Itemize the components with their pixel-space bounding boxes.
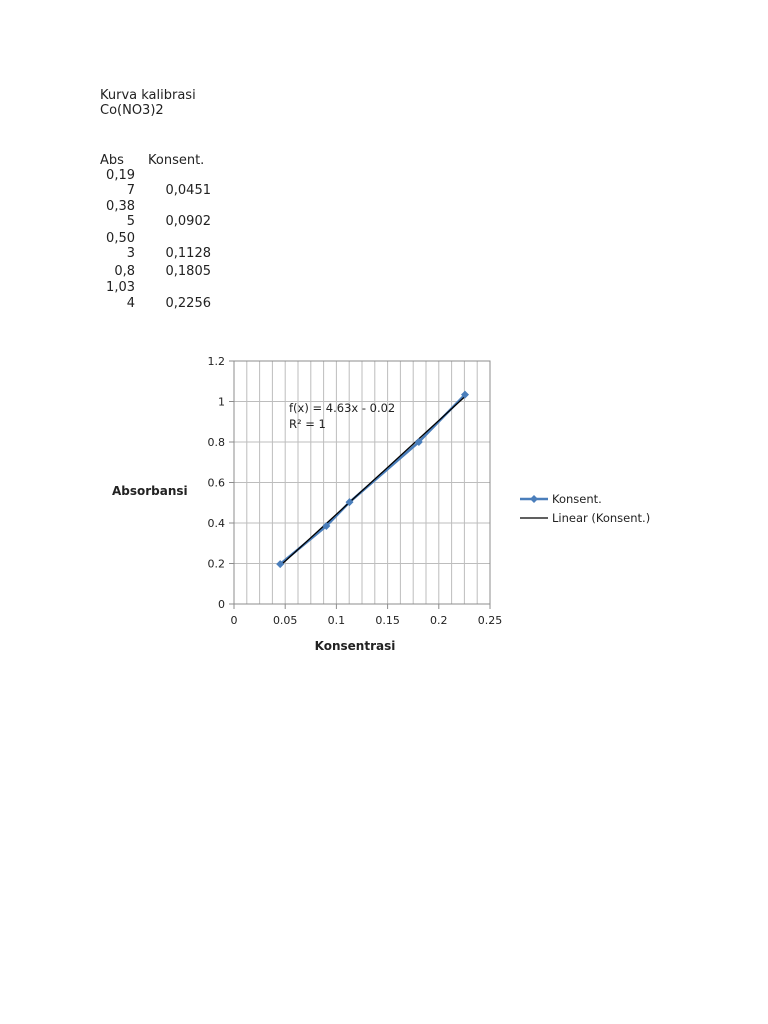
y-tick-label: 0.2	[207, 557, 225, 571]
x-tick-label: 0.2	[430, 614, 448, 627]
trendline-equation: f(x) = 4.63x - 0.02	[289, 401, 396, 415]
table-header-konsent: Konsent.	[148, 153, 205, 168]
table-cell-abs: 4	[126, 296, 135, 311]
table-cell-abs: 0,19	[106, 168, 135, 183]
table-cell-abs: 1,03	[106, 280, 135, 295]
y-tick-label: 1	[218, 395, 225, 409]
x-tick-label: 0.25	[477, 614, 503, 627]
axis-ticks	[208, 355, 503, 627]
y-tick-label: 0	[218, 598, 225, 611]
chart-grid	[234, 361, 490, 604]
legend-series-label: Konsent.	[552, 492, 602, 506]
y-tick-label: 0.8	[207, 436, 225, 449]
legend-trendline-label: Linear (Konsent.)	[552, 511, 651, 525]
trendline-r-squared: R² = 1	[289, 417, 326, 431]
table-cell-konsent: 0,0902	[165, 214, 211, 229]
document-title: Kurva kalibrasi	[100, 88, 196, 103]
x-axis-label: Konsentrasi	[314, 639, 396, 653]
y-axis-label: Absorbansi	[112, 484, 188, 498]
legend-series-marker	[530, 495, 538, 503]
x-tick-label: 0.15	[375, 614, 400, 627]
table-cell-konsent: 0,1128	[165, 246, 211, 261]
x-tick-label: 0.1	[327, 614, 346, 627]
table-cell-abs: 0,50	[106, 231, 135, 246]
y-tick-label: 0.6	[207, 476, 225, 490]
table-cell-konsent: 0,0451	[165, 183, 211, 198]
table-cell-abs: 7	[126, 183, 135, 198]
y-tick-label: 0.4	[207, 517, 225, 530]
document-subtitle: Co(NO3)2	[100, 103, 164, 118]
chart-legend	[520, 492, 650, 525]
x-tick-label: 0	[230, 614, 238, 627]
y-tick-label: 1.2	[207, 355, 225, 368]
x-tick-label: 0.05	[272, 614, 298, 627]
table-header-abs: Abs	[100, 153, 124, 168]
table-cell-abs: 5	[126, 214, 135, 229]
table-cell-konsent: 0,2256	[165, 296, 211, 311]
table-cell-abs: 0,8	[114, 264, 135, 279]
table-cell-abs: 3	[126, 246, 135, 261]
table-cell-abs: 0,38	[106, 199, 135, 214]
table-cell-konsent: 0,1805	[165, 264, 211, 279]
